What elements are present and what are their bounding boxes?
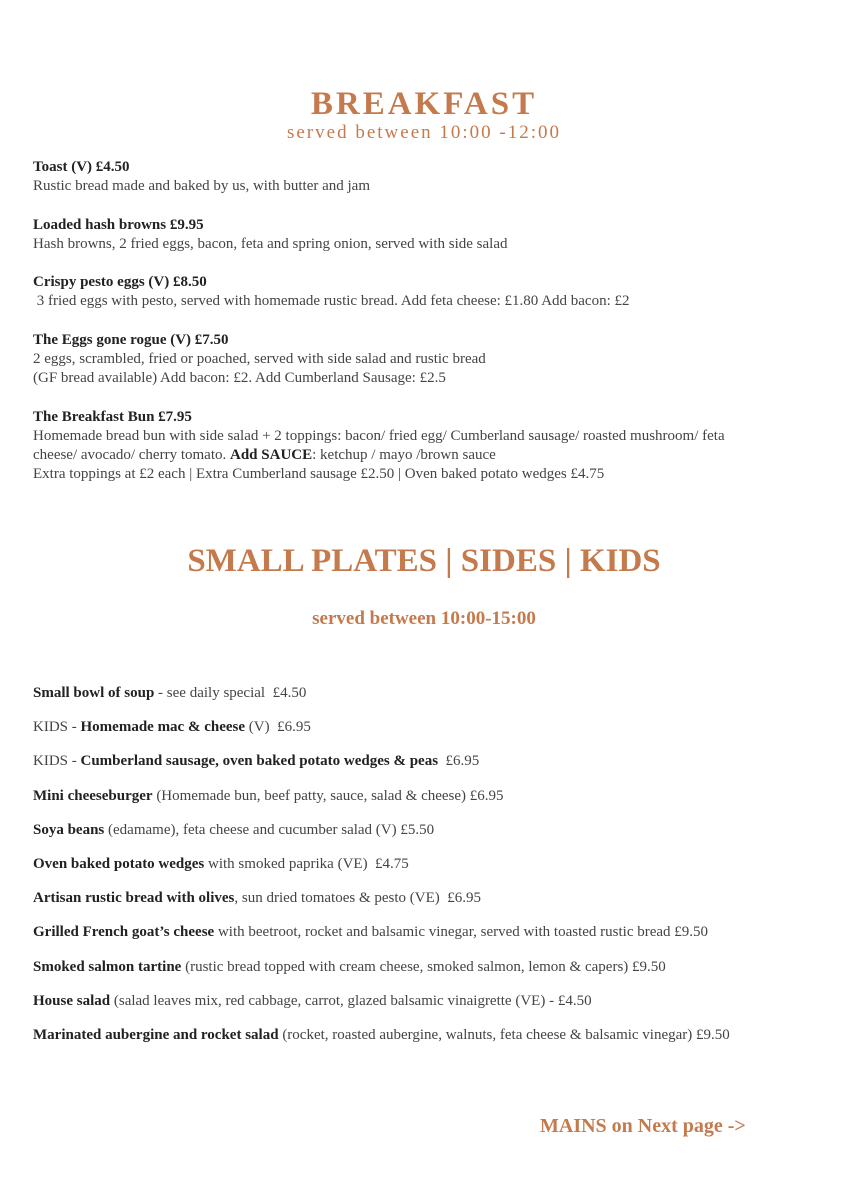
list-item bbox=[33, 753, 833, 770]
item-details: , sun dried tomatoes & pesto (VE) £6.95 bbox=[234, 890, 482, 907]
list-item bbox=[33, 993, 833, 1010]
item-description: Homemade bread bun with side salad + 2 toppings: bacon/ fried egg/ Cumberland sausage/ roasted mushroom/ feta bbox=[33, 428, 725, 444]
item-description bbox=[33, 446, 823, 465]
item-name: Loaded hash browns £9.95 bbox=[33, 217, 204, 233]
item-name: Marinated aubergine and rocket salad bbox=[33, 1027, 279, 1043]
item-details: (edamame), feta cheese and cucumber salad (V) £5.50 bbox=[104, 821, 435, 838]
list-item bbox=[33, 924, 833, 941]
item-name: Toast (V) £4.50 bbox=[33, 159, 130, 175]
breakfast-item bbox=[33, 216, 823, 254]
item-name: Crispy pesto eggs (V) £8.50 bbox=[33, 274, 207, 290]
item-name: Soya beans bbox=[33, 821, 105, 838]
item-details: - see daily special £4.50 bbox=[154, 685, 307, 701]
item-name: Homemade mac & cheese bbox=[80, 719, 246, 736]
list-item bbox=[33, 685, 833, 702]
item-description: 2 eggs, scrambled, fried or poached, served with side salad and rustic bread bbox=[33, 351, 486, 367]
item-details: (rustic bread topped with cream cheese, smoked salmon, lemon & capers) £9.50 bbox=[181, 958, 666, 975]
add-sauce-label: Add SAUCE bbox=[230, 447, 313, 463]
text-fragment: cheese/ avocado/ cherry tomato. bbox=[33, 447, 230, 463]
list-item bbox=[33, 890, 833, 907]
breakfast-item bbox=[33, 273, 823, 311]
item-prefix: KIDS - bbox=[33, 753, 81, 770]
item-description: (GF bread available) Add bacon: £2. Add Cumberland Sausage: £2.5 bbox=[33, 370, 446, 386]
item-description: Rustic bread made and baked by us, with butter and jam bbox=[33, 178, 370, 194]
breakfast-title: BREAKFAST bbox=[310, 86, 538, 122]
breakfast-item bbox=[33, 331, 823, 388]
list-item bbox=[33, 822, 833, 839]
item-details: with smoked paprika (VE) £4.75 bbox=[204, 856, 409, 872]
list-item bbox=[33, 1027, 833, 1044]
item-name: Grilled French goat’s cheese bbox=[33, 924, 215, 941]
breakfast-subtitle: served between 10:00 -12:00 bbox=[286, 122, 562, 143]
item-description: 3 fried eggs with pesto, served with homemade rustic bread. Add feta cheese: £1.80 Add bacon: £2 bbox=[33, 293, 630, 309]
item-description: Extra toppings at £2 each | Extra Cumberland sausage £2.50 | Oven baked potato wedges £4.75 bbox=[33, 466, 605, 482]
breakfast-item bbox=[33, 158, 823, 196]
item-name: Oven baked potato wedges bbox=[33, 856, 205, 872]
text-fragment: : ketchup / mayo /brown sauce bbox=[312, 447, 496, 463]
list-item bbox=[33, 719, 833, 736]
list-item bbox=[33, 959, 833, 976]
item-name: House salad bbox=[33, 992, 111, 1009]
list-item bbox=[33, 856, 833, 873]
item-details: (rocket, roasted aubergine, walnuts, feta cheese & balsamic vinegar) £9.50 bbox=[278, 1027, 730, 1043]
item-details: (salad leaves mix, red cabbage, carrot, glazed balsamic vinaigrette (VE) - £4.50 bbox=[110, 992, 592, 1009]
item-description: Hash browns, 2 fried eggs, bacon, feta and spring onion, served with side salad bbox=[33, 236, 508, 252]
next-page-link[interactable]: MAINS on Next page -> bbox=[540, 1115, 746, 1137]
item-name: Smoked salmon tartine bbox=[33, 958, 182, 975]
item-prefix: KIDS - bbox=[33, 719, 81, 736]
list-item bbox=[33, 788, 833, 805]
breakfast-item bbox=[33, 408, 823, 484]
item-details: (Homemade bun, beef patty, sauce, salad & cheese) £6.95 bbox=[152, 787, 504, 804]
item-name: Artisan rustic bread with olives bbox=[33, 890, 235, 907]
item-details: £6.95 bbox=[438, 753, 480, 770]
item-name: Cumberland sausage, oven baked potato wedges & peas bbox=[80, 753, 439, 770]
item-name: Mini cheeseburger bbox=[33, 787, 153, 804]
item-name: The Breakfast Bun £7.95 bbox=[33, 409, 192, 425]
item-details: (V) £6.95 bbox=[245, 719, 311, 736]
item-name: Small bowl of soup bbox=[33, 685, 155, 701]
small-plates-subtitle: served between 10:00-15:00 bbox=[312, 608, 536, 629]
item-name: The Eggs gone rogue (V) £7.50 bbox=[33, 332, 229, 348]
item-details: with beetroot, rocket and balsamic vinegar, served with toasted rustic bread £9.50 bbox=[214, 924, 709, 941]
small-plates-title: SMALL PLATES | SIDES | KIDS bbox=[187, 543, 661, 579]
